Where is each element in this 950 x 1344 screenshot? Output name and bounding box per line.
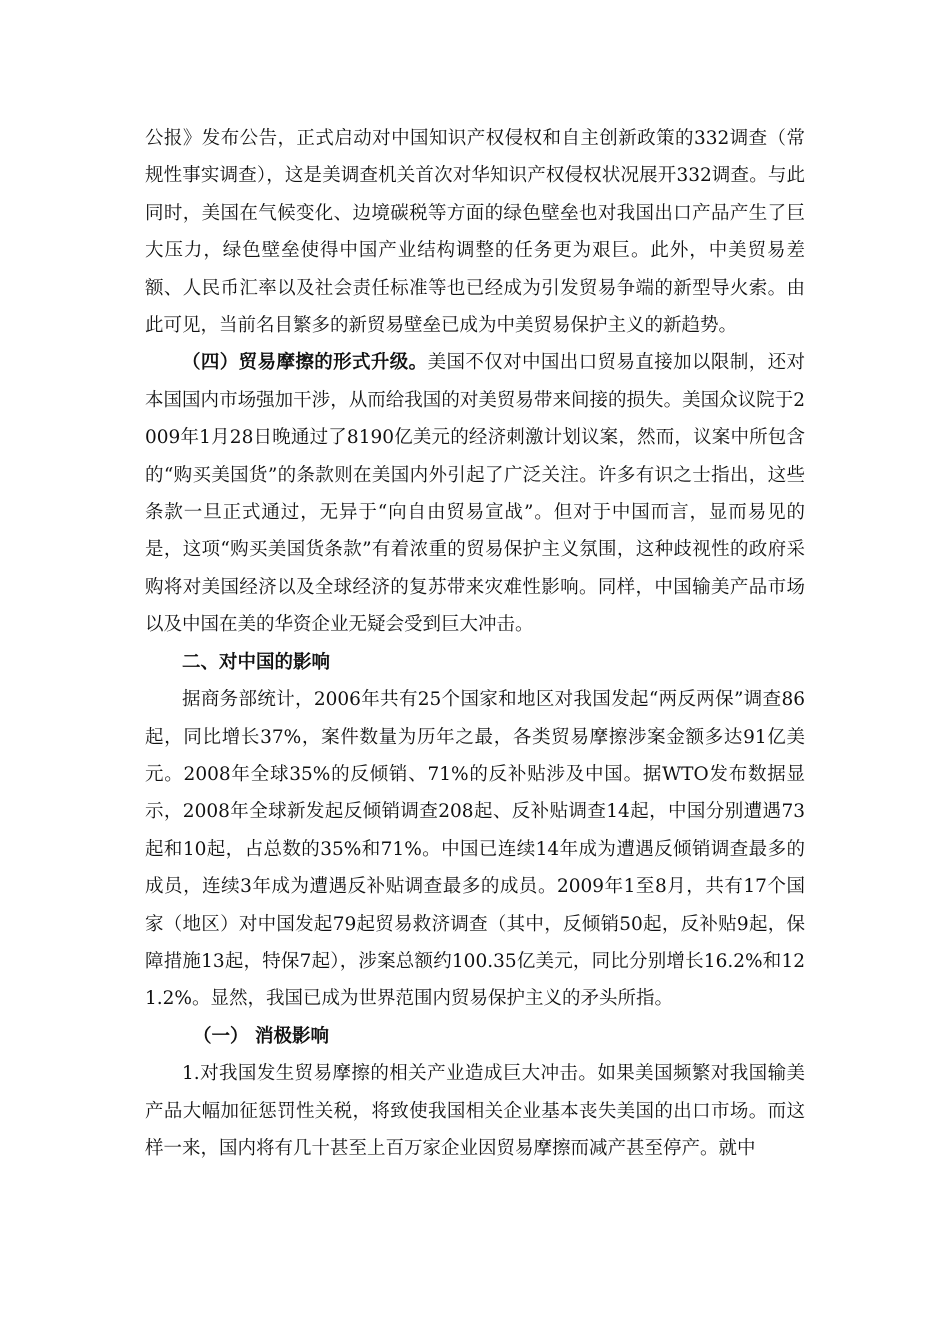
section-four-heading: （四）贸易摩擦的形式升级。 (182, 352, 428, 374)
section-heading-impact-on-china: 二、对中国的影响 (182, 651, 331, 673)
paragraph-section-four (145, 344, 805, 643)
section-four-body: 美国不仅对中国出口贸易直接加以限制，还对本国国内市场强加干涉，从而给我国的对美贸易带来间接的损失。美国众议院于2009年1月28日晚通过了8190亿美元的经济刺激计划议案，然而，议案中所包含的“购买美国货”的条款则在美国内外引起了广泛关注。许多有识之士指出，这些条款一旦正式通过，无异于“向自由贸易宣战”。但对于中国而言，显而易见的是，这项“购买美国货条款”有着浓重的贸易保护主义氛围，这种歧视性的政府采购将对美国经济以及全球经济的复苏带来灾难性影响。同样，中国输美产品市场以及中国在美的华资企业无疑会受到巨大冲击。 (145, 352, 805, 636)
paragraph-industry-impact: 1.对我国发生贸易摩擦的相关产业造成巨大冲击。如果美国频繁对我国输美产品大幅加征惩罚性关税，将致使我国相关企业基本丧失美国的出口市场。而这样一来，国内将有几十甚至上百万家企业因贸易摩擦而减产甚至停产。就中 (145, 1063, 805, 1159)
paragraph-statistics: 据商务部统计，2006年共有25个国家和地区对我国发起“两反两保”调查86起，同比增长37%，案件数量为历年之最，各类贸易摩擦涉案金额多达91亿美元。2008年全球35%的反倾销、71%的反补贴涉及中国。据WTO发布数据显示，2008年全球新发起反倾销调查208起、反补贴调查14起，中国分别遭遇73起和10起，占总数的35%和71%。中国已连续14年成为遭遇反倾销调查最多的成员，连续3年成为遭遇反补贴调查最多的成员。2009年1至8月，共有17个国家（地区）对中国发起79起贸易救济调查（其中，反倾销50起，反补贴9起，保障措施13起，特保7起），涉案总额约100.35亿美元，同比分别增长16.2%和121.2%。显然，我国已成为世界范围内贸易保护主义的矛头所指。 (145, 689, 805, 1010)
subsection-heading-negative-impact: （一） 消极影响 (193, 1025, 329, 1047)
document-page (145, 120, 805, 1167)
paragraph-continuation: 公报》发布公告，正式启动对中国知识产权侵权和自主创新政策的332调查（常规性事实调查），这是美调查机关首次对华知识产权侵权状况展开332调查。与此同时，美国在气候变化、边境碳税等方面的绿色壁垒也对我国出口产品产生了巨大压力，绿色壁垒使得中国产业结构调整的任务更为艰巨。此外，中美贸易差额、人民币汇率以及社会责任标准等也已经成为引发贸易争端的新型导火索。由此可见，当前名目繁多的新贸易壁垒已成为中美贸易保护主义的新趋势。 (145, 128, 805, 337)
